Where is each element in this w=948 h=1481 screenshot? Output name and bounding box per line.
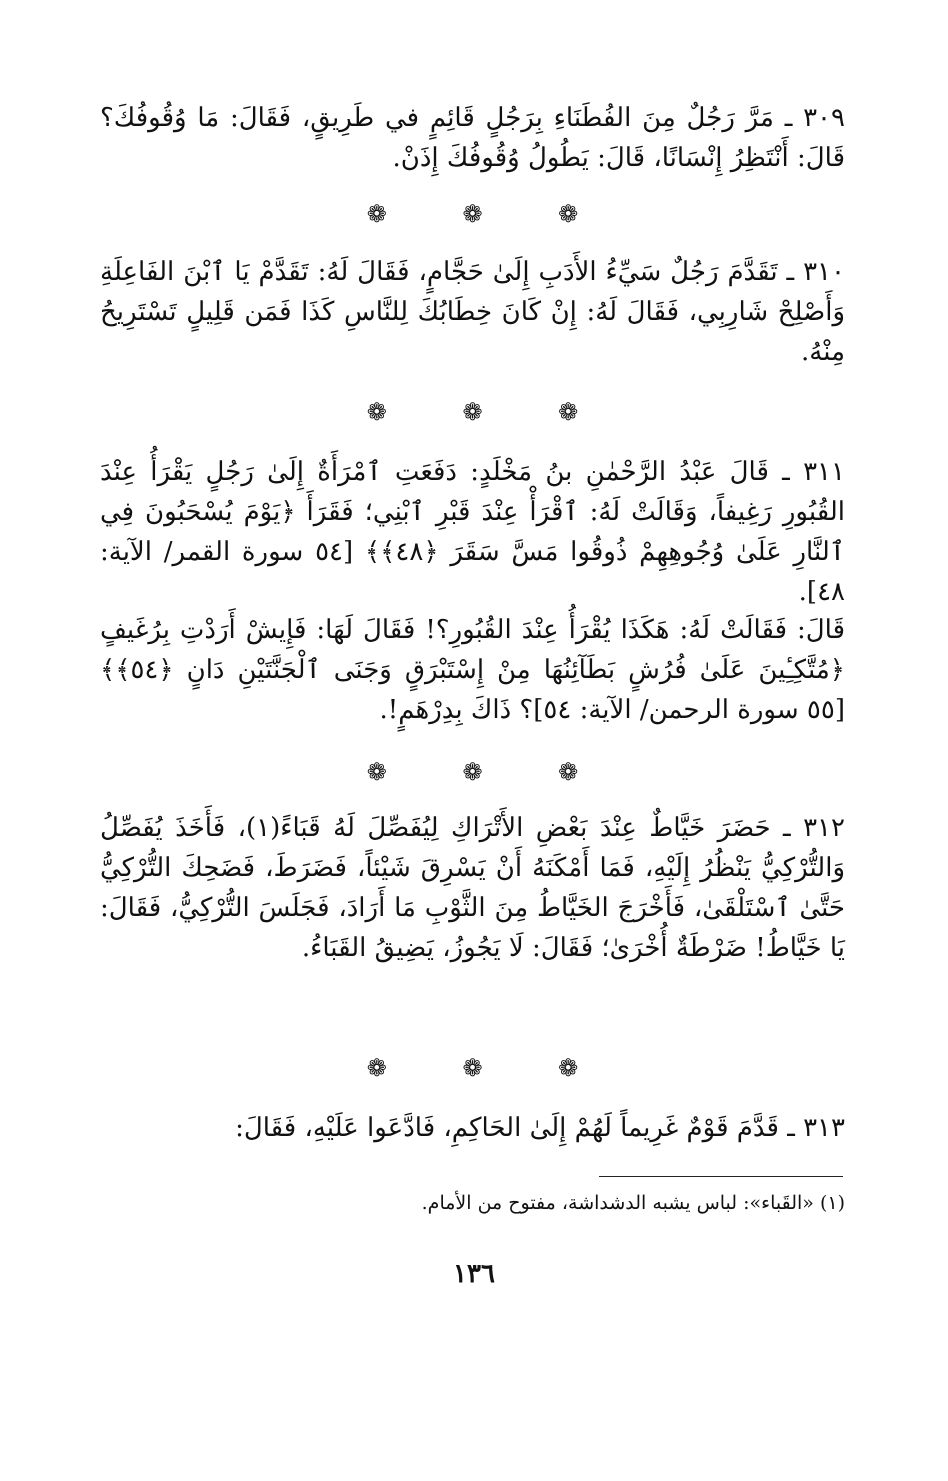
- paragraph-311: ٣١١ ـ قَالَ عَبْدُ الرَّحْمٰنِ بنُ مَخْلَدٍ: دَفَعَتِ ٱمْرَأَةٌ إِلَىٰ رَجُلٍ يَقْرَأُ عِنْدَ القُبُورِ رَغِيفاً، وَقَالَتْ لَهُ: ٱقْرَأْ عِنْدَ قَبْرِ ٱبْنِي؛ فَقَرَأَ ﴿يَوْمَ يُسْحَبُونَ فِي ٱلنَّارِ عَلَىٰ وُجُوهِهِمْ ذُوقُوا مَسَّ سَقَرَ ﴿٤٨﴾﴾ [٥٤ سورة القمر/ الآية: ٤٨].: [100, 457, 845, 607]
- paragraph-312: ٣١٢ ـ حَضَرَ خَيَّاطٌ عِنْدَ بَعْضِ الأَتْرَاكِ لِيُفَصِّلَ لَهُ قَبَاءً(١)، فَأَخَذَ يُفَصِّلُ وَالتُّرْكِيُّ يَنْظُرُ إِلَيْهِ، فَمَا أَمْكَنَهُ أَنْ يَسْرِقَ شَيْئاً، فَضَرَطَ، فَضَحِكَ التُّرْكِيُّ حَتَّىٰ ٱسْتَلْقَىٰ، فَأَخْرَجَ الخَيَّاطُ مِنَ الثَّوْبِ مَا أَرَادَ، فَجَلَسَ التُّرْكِيُّ، فَقَالَ: يَا خَيَّاطُ! ضَرْطَةٌ أُخْرَىٰ؛ فَقَالَ: لَا يَجُوزُ، يَضِيقُ القَبَاءُ.: [100, 813, 845, 963]
- section-divider: [100, 200, 845, 228]
- divider-ornament: ❁ ❁ ❁: [366, 200, 613, 228]
- divider-ornament: ❁ ❁ ❁: [366, 1054, 613, 1082]
- paragraph-311-continued: قَالَ: فَقَالَتْ لَهُ: هَكَذَا يُقْرَأُ عِنْدَ القُبُورِ؟! فَقَالَ لَهَا: فَإِيشْ أَرَدْتِ بِرُغَيفٍ ﴿مُتَّكِـِٔينَ عَلَىٰ فُرُشٍ بَطَآئِنُهَا مِنْ إِسْتَبْرَقٍ وَجَنَى ٱلْجَنَّتَيْنِ دَانٍ ﴿٥٤﴾﴾ [٥٥ سورة الرحمن/ الآية: ٥٤]؟ ذَاكَ بِدِرْهَمٍ!.: [100, 615, 845, 725]
- paragraph-310: ٣١٠ ـ تَقَدَّمَ رَجُلٌ سَيِّءُ الأَدَبِ إِلَىٰ حَجَّامٍ، فَقَالَ لَهُ: تَقَدَّمْ يَا ٱبْنَ الفَاعِلَةِ وَأَصْلِحْ شَارِبِي، فَقَالَ لَهُ: إِنْ كَانَ خِطَابُكَ لِلنَّاسِ كَذَا فَمَن قَلِيلٍ تَسْتَرِيحُ مِنْهُ.: [100, 257, 845, 367]
- divider-ornament: ❁ ❁ ❁: [366, 398, 613, 426]
- footnote: (١) «القَباء»: لباس يشبه الدشداشة، مفتوح من الأمام.: [421, 1192, 845, 1214]
- footnote-separator: [599, 1176, 843, 1177]
- paragraph-309: ٣٠٩ ـ مَرَّ رَجُلٌ مِنَ الفُطَنَاءِ بِرَجُلٍ قَائِمٍ في طَرِيقٍ، فَقَالَ: مَا وُقُوفُكَ؟ قَالَ: أَنْتَظِرُ إِنْسَانًا، قَالَ: يَطُولُ وُقُوفُكَ إِذَنْ.: [100, 103, 845, 173]
- paragraph-313: ٣١٣ ـ قَدَّمَ قَوْمٌ غَرِيماً لَهُمْ إِلَىٰ الحَاكِمِ، فَادَّعَوا عَلَيْهِ، فَقَالَ:: [235, 1113, 845, 1143]
- section-divider: [100, 398, 845, 426]
- divider-ornament: ❁ ❁ ❁: [366, 758, 613, 786]
- page-number: ١٣٦: [453, 1259, 495, 1289]
- section-divider: [100, 1054, 845, 1082]
- section-divider: [100, 758, 845, 786]
